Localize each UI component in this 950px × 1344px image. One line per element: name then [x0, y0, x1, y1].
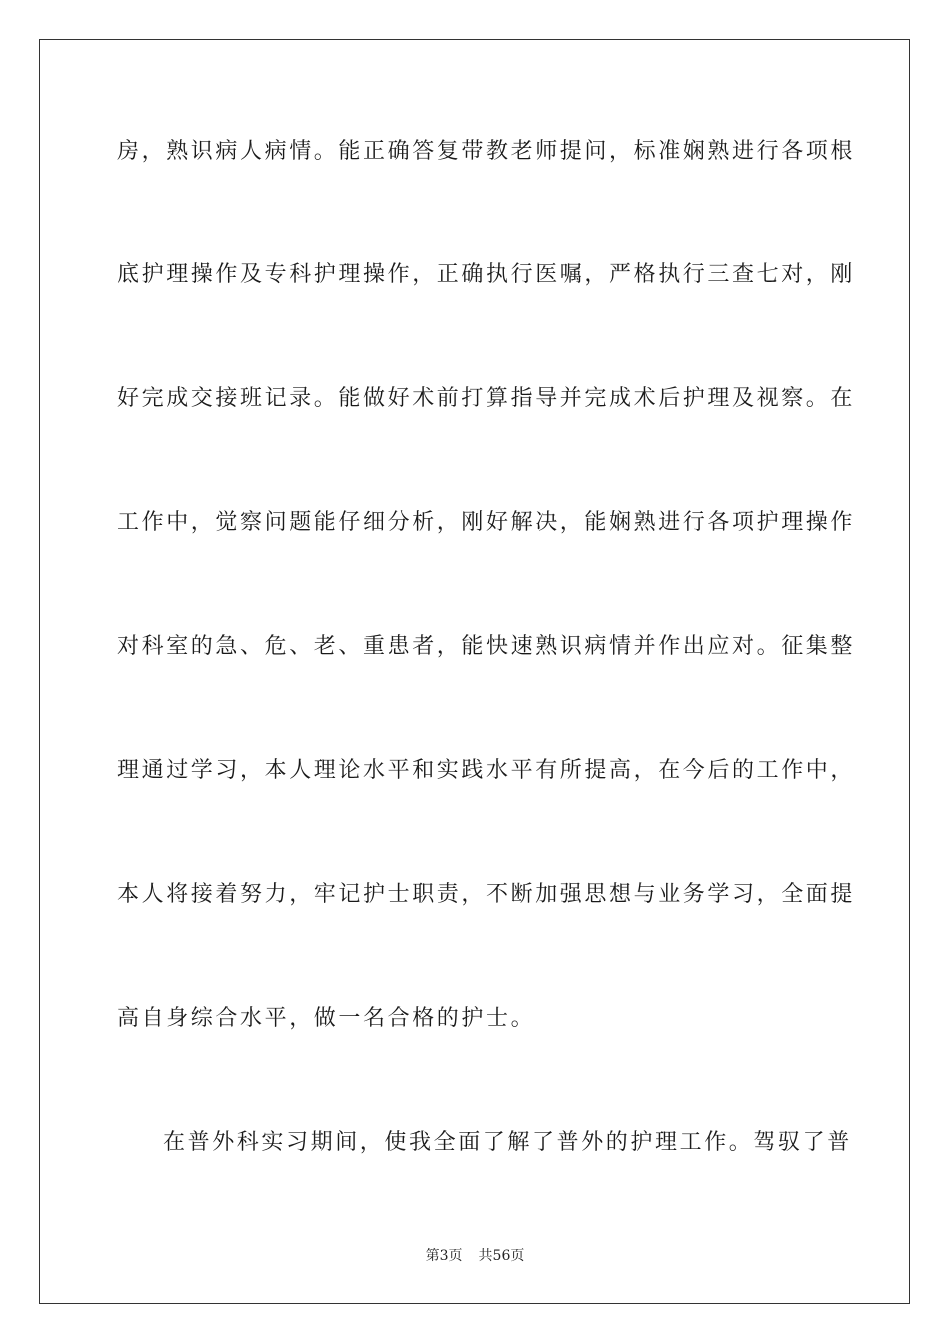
body-text-line: 理通过学习，本人理论水平和实践水平有所提高，在今后的工作中， [117, 758, 856, 783]
page-total: 共56页 [478, 1248, 525, 1264]
body-text-line: 对科室的急、危、老、重患者，能快速熟识病情并作出应对。征集整 [117, 634, 856, 659]
body-text-line: 房，熟识病人病情。能正确答复带教老师提问，标准娴熟进行各项根 [117, 139, 856, 164]
page-number: 第3页 [425, 1248, 463, 1264]
body-text-line: 高自身综合水平，做一名合格的护士。 [117, 1006, 536, 1031]
page-footer [0, 1246, 950, 1266]
body-text-line: 工作中，觉察问题能仔细分析，刚好解决，能娴熟进行各项护理操作 [117, 510, 856, 535]
paragraph-start-line: 在普外科实习期间，使我全面了解了普外的护理工作。驾驭了普 [163, 1130, 852, 1155]
body-text-line: 好完成交接班记录。能做好术前打算指导并完成术后护理及视察。在 [117, 386, 856, 411]
body-text-line: 本人将接着努力，牢记护士职责，不断加强思想与业务学习，全面提 [117, 882, 856, 907]
page-border [39, 39, 910, 1304]
body-text-line: 底护理操作及专科护理操作，正确执行医嘱，严格执行三查七对，刚 [117, 262, 856, 287]
